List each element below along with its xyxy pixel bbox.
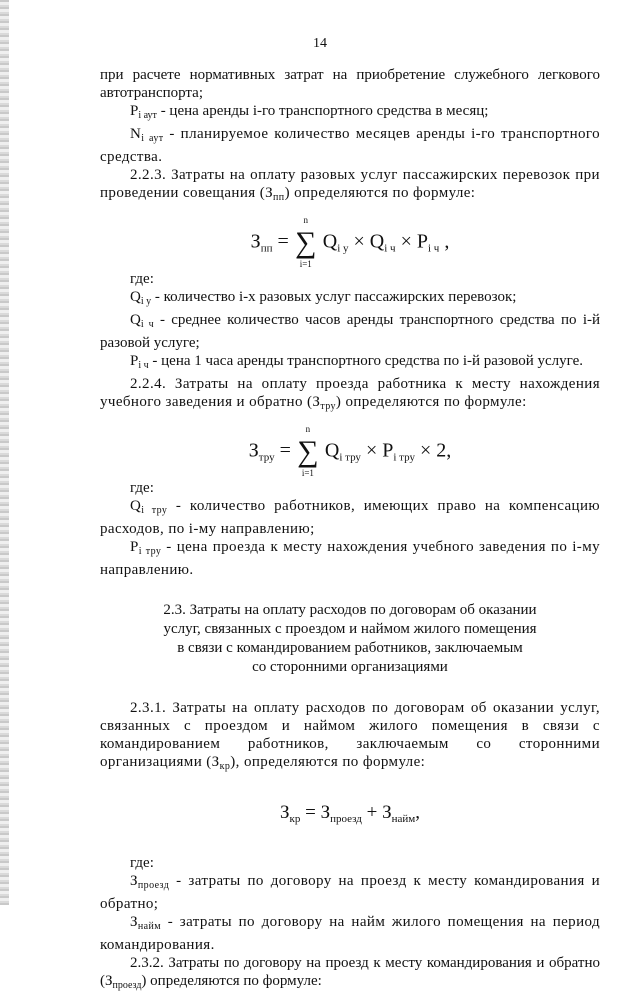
- definition-p-aut: $P_{i аут}$ - цена аренды i-го транспортного средства в месяц;: [130, 103, 489, 121]
- scan-edge: [0, 0, 9, 905]
- label-where: где:: [130, 480, 154, 496]
- label-where: где:: [130, 271, 154, 287]
- definition-n-aut: $N_{i аут}$ - планируемое количество месяцев аренды i-го транспортного средства.: [100, 126, 600, 165]
- sum-symbol: n ∑ i=1: [295, 215, 317, 269]
- formula-z-pp: $З_{пп}$ = n ∑ i=1 $Q_{i у} \times Q_{i ч} \times P_{i ч}$ ,: [250, 215, 450, 269]
- paragraph-2-2-4: 2.2.4. Затраты на оплату проезда работника к месту нахождения учебного заведения и обратно $(З_{тру})$ определяются по формуле:: [100, 376, 600, 412]
- definition-z-proezd: $З_{проезд}$ - затраты по договору на проезд к месту командирования и обратно;: [100, 873, 600, 912]
- section-heading-2-3: 2.3. Затраты на оплату расходов по договорам об оказании услуг, связанных с проездом и наймом жилого помещения в связи с командированием работников, заключаемым со сторонними организациями: [163, 602, 537, 675]
- definition-p-tru: $P_{i тру}$ - цена проезда к месту нахождения учебного заведения по i-му направлению.: [100, 539, 600, 578]
- paragraph-2-3-1: 2.3.1. Затраты на оплату расходов по договорам об оказании услуг, связанных с проездом и наймом жилого помещения в связи с командированием работников, заключаемым со сторонними организациями $(З_{кр})$, определяются по формуле:: [100, 700, 600, 772]
- page-number: 14: [313, 36, 327, 51]
- paragraph-2-3-2: 2.3.2. Затраты по договору на проезд к месту командирования и обратно $(З_{проезд})$ определяются по формуле:: [100, 955, 600, 991]
- page-body: [100, 66, 600, 995]
- sum-symbol: n ∑ i=1: [297, 424, 319, 478]
- paragraph-2-2-3: 2.2.3. Затраты на оплату разовых услуг пассажирских перевозок при проведении совещания $(З_{пп})$ определяются по формуле:: [100, 167, 600, 203]
- formula-z-kr: $З_{кр} = З_{проезд} + З_{найм}$,: [279, 802, 421, 825]
- definition-q-ch: $Q_{i ч}$ - среднее количество часов аренды транспортного средства по i-й разовой услуге;: [100, 312, 601, 351]
- definition-q-tru: $Q_{i тру}$ - количество работников, имеющих право на компенсацию расходов, по i-му направлению;: [100, 498, 601, 537]
- definition-z-naim: $З_{найм}$ - затраты по договору на найм жилого помещения на период командирования.: [100, 914, 600, 953]
- label-where: где:: [130, 855, 154, 871]
- paragraph: при расчете нормативных затрат на приобретение служебного легкового автотранспорта;: [100, 67, 600, 101]
- formula-z-tru: $З_{тру}$ = n ∑ i=1 $Q_{i тру} \times P_{i тру} \times 2$,: [248, 424, 452, 478]
- definition-q-y: $Q_{i у}$ - количество i-х разовых услуг пассажирских перевозок;: [130, 289, 517, 307]
- definition-p-ch: $P_{i ч}$ - цена 1 часа аренды транспортного средства по i-й разовой услуге.: [130, 353, 584, 371]
